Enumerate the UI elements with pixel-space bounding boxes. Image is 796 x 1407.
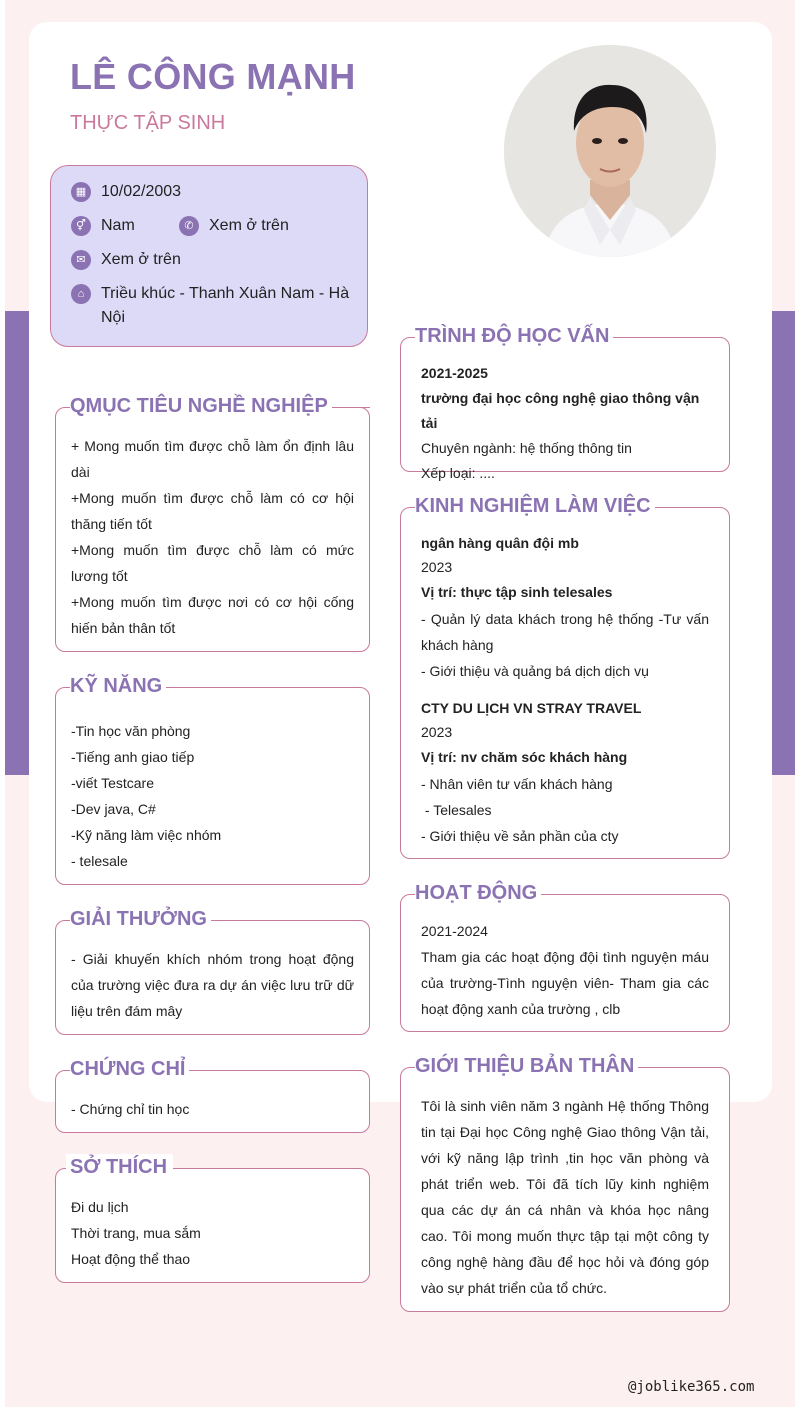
job-year: 2023 — [421, 559, 453, 575]
list-item: -Tiếng anh giao tiếp — [71, 749, 195, 765]
about-title: GIỚI THIỆU BẢN THÂN — [415, 1055, 638, 1078]
watermark: @joblike365.com — [628, 1379, 755, 1395]
hobbies-title: SỞ THÍCH — [66, 1154, 173, 1181]
contact-gender — [71, 214, 135, 238]
skills-list — [71, 718, 354, 874]
activities-period: 2021-2024 — [421, 923, 488, 939]
about-text: Tôi là sinh viên năm 3 ngành Hệ thống Thông tin tại Đại học Công nghệ Giao thông Vận tải, với kỹ năng lập trình ,tin học văn phòng và phát triển web. Tôi đã tích lũy kinh nghiệm qua các dự án cá nhân và khóa học nâng cao. Tôi mong muốn thực tập tại một công ty công nghệ hàng đầu để học hỏi và đóng góp vào sự phát triển của tổ chức. — [421, 1098, 709, 1296]
objective-title: QMỤC TIÊU NGHỀ NGHIỆP — [70, 395, 332, 418]
gender-value: Nam — [101, 217, 135, 234]
contact-email — [71, 248, 181, 272]
calendar-icon: ▦ — [71, 182, 91, 202]
address-value: Triều khúc - Thanh Xuân Nam - Hà Nội — [101, 285, 350, 326]
job-year: 2023 — [421, 724, 453, 740]
education-details — [421, 361, 713, 486]
home-icon: ⌂ — [71, 284, 91, 304]
awards-text: - Giải khuyến khích nhóm trong hoạt động của trường việc đưa ra dự án việc lưu trữ dữ liệu trên đám mây — [71, 951, 354, 1019]
objective-list — [71, 433, 354, 641]
activities-details — [421, 918, 709, 1022]
job-position: Vị trí: nv chăm sóc khách hàng — [421, 749, 628, 765]
list-item: Đi du lịch — [71, 1199, 129, 1215]
skills-title: KỸ NĂNG — [70, 675, 166, 698]
list-item: +Mong muốn tìm được chỗ làm có cơ hội thăng tiến tốt — [71, 490, 354, 532]
certificates-title: CHỨNG CHỈ — [70, 1058, 189, 1081]
job-line: - Nhân viên tư vấn khách hàng — [421, 776, 613, 792]
hobbies-list — [71, 1194, 354, 1272]
job-line: - Giới thiệu về sản phần của cty — [421, 828, 619, 844]
email-value: Xem ở trên — [101, 251, 181, 268]
list-item: + Mong muốn tìm được chỗ làm ổn định lâu dài — [71, 438, 354, 480]
experience-title: KINH NGHIỆM LÀM VIỆC — [415, 495, 655, 518]
job-line: - Giới thiệu và quảng bá dịch dịch vụ — [421, 663, 649, 679]
avatar — [504, 45, 716, 257]
phone-value: Xem ở trên — [209, 217, 289, 234]
activities-title: HOẠT ĐỘNG — [415, 882, 541, 905]
list-item: -Kỹ năng làm việc nhóm — [71, 827, 222, 843]
left-accent-band — [5, 311, 30, 775]
list-item: +Mong muốn tìm được chỗ làm có mức lương tốt — [71, 542, 354, 584]
list-item: Hoạt động thể thao — [71, 1251, 191, 1267]
certificates-text: - Chứng chỉ tin học — [71, 1101, 190, 1117]
education-period: 2021-2025 — [421, 365, 488, 381]
dob-value: 10/02/2003 — [101, 183, 182, 200]
activities-text: Tham gia các hoạt động đội tình nguyện máu của trường-Tình nguyện viên- Tham gia các hoạt động xanh của trường , clb — [421, 949, 709, 1017]
job-company: ngân hàng quân đội mb — [421, 535, 579, 551]
list-item: -Dev java, C# — [71, 801, 156, 817]
contact-dob — [71, 180, 181, 204]
list-item: - telesale — [71, 853, 128, 869]
job-position: Vị trí: thực tập sinh telesales — [421, 584, 613, 600]
education-grade: Xếp loại: .... — [421, 465, 495, 481]
experience-job-2 — [421, 696, 709, 849]
contact-phone — [179, 214, 289, 238]
right-accent-band — [772, 311, 795, 775]
education-major: Chuyên ngành: hệ thống thông tin — [421, 440, 632, 456]
candidate-name: LÊ CÔNG MẠNH — [70, 56, 356, 97]
list-item: Thời trang, mua sắm — [71, 1225, 201, 1241]
awards-title: GIẢI THƯỞNG — [70, 908, 211, 931]
list-item: -Tin học văn phòng — [71, 723, 191, 739]
list-item: -viết Testcare — [71, 775, 154, 791]
contact-address — [71, 282, 351, 330]
education-school: trường đại học công nghệ giao thông vận tải — [421, 390, 700, 431]
phone-icon: ✆ — [179, 216, 199, 236]
portrait-photo — [504, 45, 716, 257]
list-item: +Mong muốn tìm được nơi có cơ hội cống hiến bản thân tốt — [71, 594, 354, 636]
education-title: TRÌNH ĐỘ HỌC VẤN — [415, 325, 613, 348]
gender-icon: ⚥ — [71, 216, 91, 236]
job-line: - Quản lý data khách trong hệ thống -Tư vấn khách hàng — [421, 611, 709, 653]
job-line: - Telesales — [421, 802, 492, 818]
experience-job-1 — [421, 531, 709, 684]
email-icon: ✉ — [71, 250, 91, 270]
job-company: CTY DU LỊCH VN STRAY TRAVEL — [421, 700, 642, 716]
candidate-role: THỰC TẬP SINH — [70, 112, 226, 134]
